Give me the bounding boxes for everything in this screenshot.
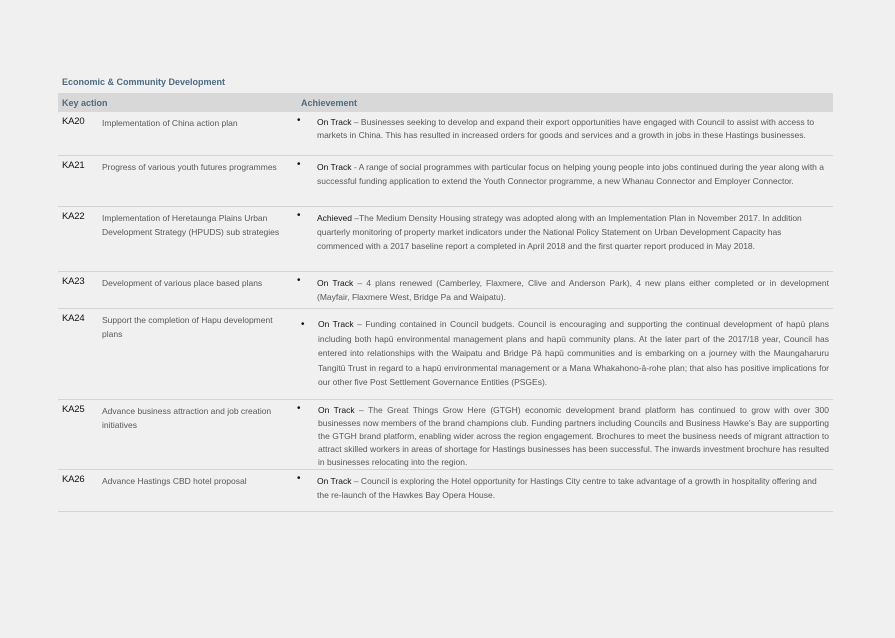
achievement-text: - A range of social programmes with particular focus on helping young people into jobs continued during the year along with a successful funding application to extend the Youth Connector programme, a new Whanau Connector and Employer Connector. bbox=[317, 162, 824, 186]
achievement-text: – Businesses seeking to develop and expand their export opportunities have engaged with Council to assist with access to markets in China. This has resulted in increased orders for goods and services and a growth in jobs in these Hastings businesses. bbox=[317, 117, 815, 140]
bullet: • bbox=[297, 473, 301, 484]
table-header bbox=[58, 93, 833, 112]
row-action: Advance business attraction and job creation initiatives bbox=[102, 406, 272, 430]
section-title: Economic & Community Development bbox=[62, 77, 226, 87]
row-action: Implementation of China action plan bbox=[102, 118, 238, 128]
row-achievement bbox=[317, 160, 829, 188]
bullet: • bbox=[297, 275, 301, 286]
row-code: KA20 bbox=[62, 116, 85, 127]
achievement-text: – 4 plans renewed (Camberley, Flaxmere, Clive and Anderson Park), 4 new plans either completed or in development (Mayfair, Flaxmere West, Bridge Pa and Waipatu). bbox=[317, 278, 829, 302]
achievement-text: –The Medium Density Housing strategy was adopted along with an Implementation Plan in November 2017. In addition quarterly monitoring of property market indicators under the National Policy Statement on Urban Development Capacity has commenced with a 2017 baseline report a completed in April 2018 and the first quarter report produced in May 2018. bbox=[317, 213, 802, 251]
row-code: KA23 bbox=[62, 276, 85, 287]
row-achievement bbox=[317, 116, 829, 142]
row-achievement bbox=[318, 317, 829, 390]
table-row bbox=[58, 207, 833, 272]
status-label: On Track bbox=[318, 319, 354, 329]
row-code: KA22 bbox=[62, 211, 85, 222]
status-label: On Track bbox=[317, 278, 354, 288]
bullet: • bbox=[301, 319, 305, 330]
status-label: On Track bbox=[317, 476, 352, 486]
achievement-text: – Funding contained in Council budgets. Council is encouraging and supporting the continual development of hapū plans including both hapū environmental management plans and hapū community plans. At the later part of the 2017/18 year, Council has entered into relationships with the Waipatu and Bridge Pā hapū communities and is embarking on a journey with the Maungaharuru Tangitū Trust in regard to a hapū environmental management or a Mana Whakahono-ā-rohe plan; that also has positive implications for our other five Post Settlement Governance Entities (PSGEs). bbox=[318, 319, 829, 387]
row-achievement bbox=[318, 404, 829, 469]
row-code: KA25 bbox=[62, 404, 85, 415]
status-label: Achieved bbox=[317, 213, 352, 223]
table-row bbox=[58, 400, 833, 470]
table-row bbox=[58, 272, 833, 309]
table-row bbox=[58, 156, 833, 207]
bullet: • bbox=[297, 115, 301, 126]
header-key-action: Key action bbox=[62, 97, 108, 108]
row-code: KA26 bbox=[62, 474, 85, 485]
bullet: • bbox=[297, 403, 301, 414]
bullet: • bbox=[297, 210, 301, 221]
status-label: On Track bbox=[317, 117, 352, 127]
row-code: KA24 bbox=[62, 313, 85, 324]
status-label: On Track bbox=[317, 162, 352, 172]
achievement-text: – The Great Things Grow Here (GTGH) economic development brand platform has continued to grow with over 300 businesses now members of the brand champions club. Funding partners including Councils and Business Hawke’s Bay are supporting the GTGH brand platform, enabling wider across the region engagement. Brochures to meet the business needs of migrant attraction to attract skilled workers in areas of shortage for Hastings businesses has been successful. The inwards investment brochure has resulted in businesses relocating into the region. bbox=[318, 405, 829, 467]
status-label: On Track bbox=[318, 405, 355, 415]
row-action: Implementation of Heretaunga Plains Urban Development Strategy (HPUDS) sub strategies bbox=[102, 213, 280, 237]
header-achievement: Achievement bbox=[301, 97, 358, 108]
bullet: • bbox=[297, 159, 301, 170]
row-action: Advance Hastings CBD hotel proposal bbox=[102, 476, 247, 486]
table-row bbox=[58, 309, 833, 400]
key-action-table bbox=[58, 93, 833, 512]
row-action: Development of various place based plans bbox=[102, 278, 263, 288]
row-action: Progress of various youth futures programmes bbox=[102, 162, 277, 172]
row-achievement bbox=[317, 474, 829, 502]
row-action: Support the completion of Hapu development plans bbox=[102, 315, 273, 339]
achievement-text: – Council is exploring the Hotel opportunity for Hastings City centre to take advantage of a growth in hospitality offering and the re-launch of the Hawkes Bay Opera House. bbox=[317, 476, 817, 500]
row-achievement bbox=[317, 276, 829, 304]
table-row bbox=[58, 112, 833, 156]
row-code: KA21 bbox=[62, 160, 85, 171]
table-row bbox=[58, 470, 833, 512]
row-achievement bbox=[317, 211, 829, 253]
